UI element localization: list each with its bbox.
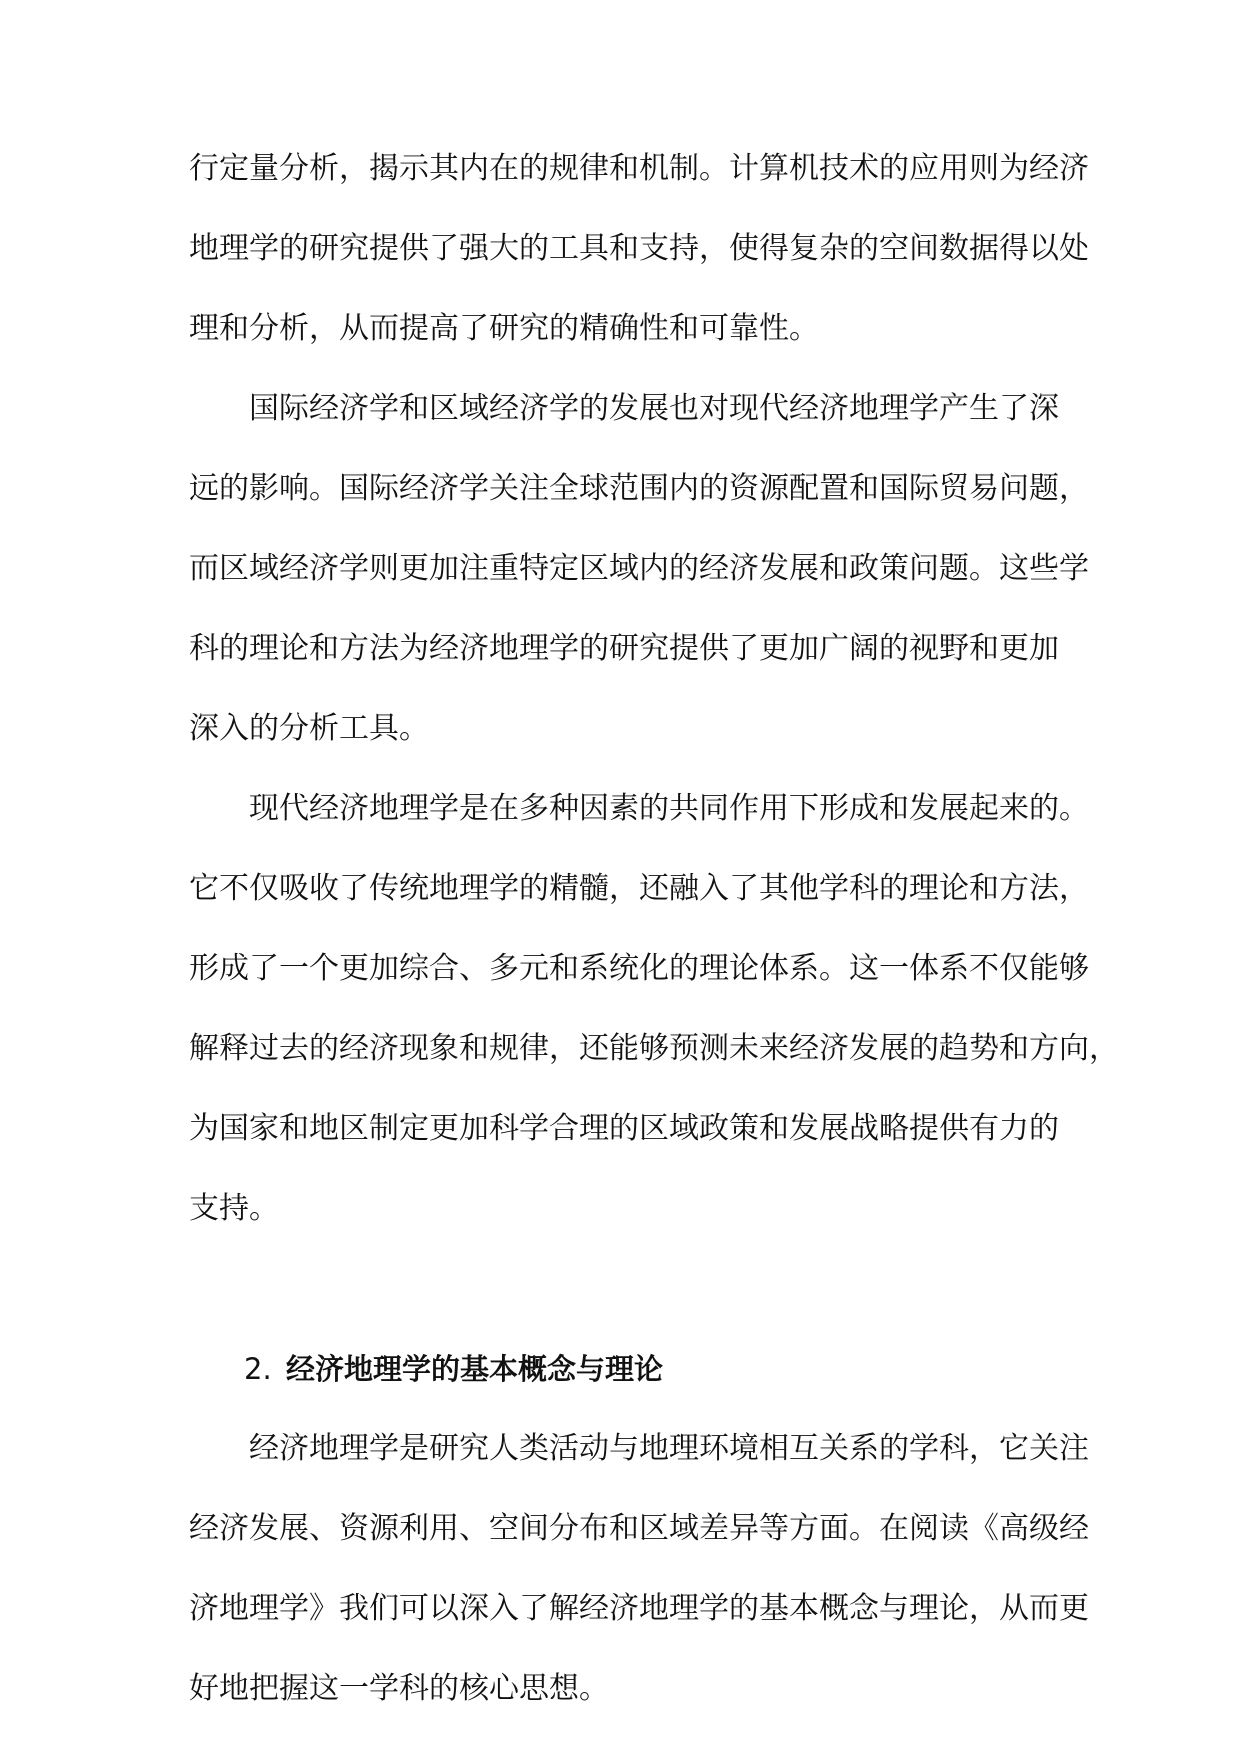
paragraph-1 [189,138,1089,378]
text-line: 理和分析，从而提高了研究的精确性和可靠性。 [189,311,819,346]
text-line: 经济发展、资源利用、空间分布和区域差异等方面。在阅读《高级经 [189,1511,1089,1546]
section-heading [189,1338,1059,1418]
paragraph-3 [189,778,1119,1258]
text-line: 形成了一个更加综合、多元和系统化的理论体系。这一体系不仅能够 [189,951,1089,986]
text-line: 远的影响。国际经济学关注全球范围内的资源配置和国际贸易问题， [189,471,1089,506]
text-line: 解释过去的经济现象和规律，还能够预测未来经济发展的趋势和方向， [189,1031,1119,1066]
paragraph-4 [189,1418,1089,1738]
text-line: 地理学的研究提供了强大的工具和支持，使得复杂的空间数据得以处 [189,231,1089,266]
section-gap [189,1258,1059,1338]
text-line: 经济地理学是研究人类活动与地理环境相互关系的学科，它关注 [249,1431,1089,1466]
section-number: 2. [244,1352,272,1386]
text-line: 而区域经济学则更加注重特定区域内的经济发展和政策问题。这些学 [189,551,1089,586]
text-line: 科的理论和方法为经济地理学的研究提供了更加广阔的视野和更加 [189,631,1059,666]
text-line: 深入的分析工具。 [189,711,429,746]
text-line: 支持。 [189,1191,279,1226]
document-body [189,138,1119,1738]
text-line: 为国家和地区制定更加科学合理的区域政策和发展战略提供有力的 [189,1111,1059,1146]
text-line: 行定量分析，揭示其内在的规律和机制。计算机技术的应用则为经济 [189,151,1089,186]
text-line: 现代经济地理学是在多种因素的共同作用下形成和发展起来的。 [249,791,1089,826]
section-title: 经济地理学的基本概念与理论 [286,1352,664,1386]
text-line: 它不仅吸收了传统地理学的精髓，还融入了其他学科的理论和方法， [189,871,1089,906]
text-line: 好地把握这一学科的核心思想。 [189,1671,609,1706]
text-line: 济地理学》我们可以深入了解经济地理学的基本概念与理论，从而更 [189,1591,1089,1626]
paragraph-2 [189,378,1089,778]
text-line: 国际经济学和区域经济学的发展也对现代经济地理学产生了深 [249,391,1059,426]
